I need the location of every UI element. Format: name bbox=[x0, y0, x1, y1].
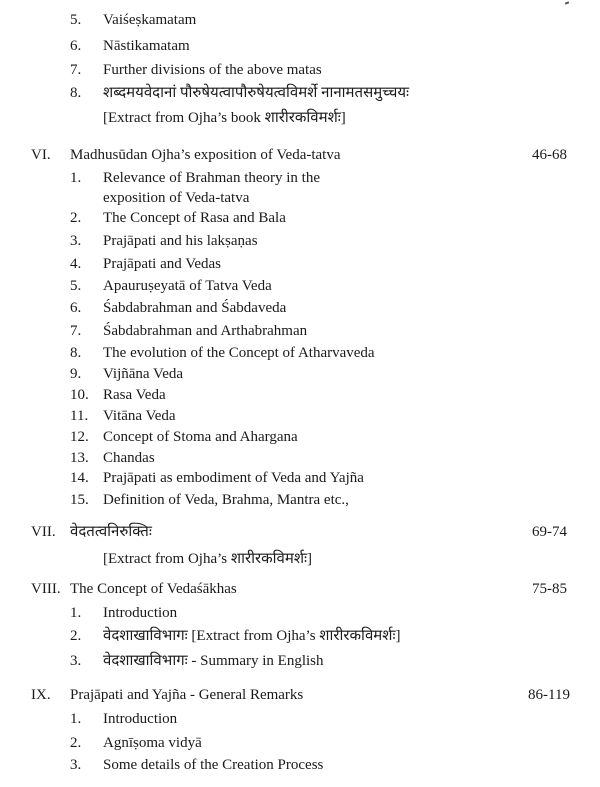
section-page-range: 69-74 bbox=[532, 524, 567, 540]
item-title: Śabdabrahman and Arthabrahman bbox=[103, 323, 308, 339]
section-numeral: VI. bbox=[31, 147, 51, 163]
continuation-text: exposition of Veda-tatva bbox=[103, 190, 250, 206]
item-number: 14. bbox=[70, 470, 89, 486]
item-title: Nāstikamatam bbox=[103, 38, 190, 54]
item-title: Prajāpati as embodiment of Veda and Yajña bbox=[103, 470, 364, 486]
item-title: Apauruṣeyatā of Tatva Veda bbox=[103, 278, 272, 294]
item-title: Relevance of Brahman theory in the bbox=[103, 170, 321, 186]
item-number: 1. bbox=[70, 170, 82, 186]
item-number: 2. bbox=[70, 735, 82, 751]
item-number: 4. bbox=[70, 256, 82, 272]
item-number: 3. bbox=[70, 233, 82, 249]
item-number: 8. bbox=[70, 85, 82, 101]
item-number: 3. bbox=[70, 757, 82, 773]
item-number: 5. bbox=[70, 12, 82, 28]
item-number: 10. bbox=[70, 387, 89, 403]
item-number: 6. bbox=[70, 38, 82, 54]
item-title: Definition of Veda, Brahma, Mantra etc., bbox=[103, 492, 349, 508]
section-page-range: 86-119 bbox=[528, 687, 570, 703]
continuation-text: [Extract from Ojha’s शारीरकविमर्शः] bbox=[103, 551, 313, 567]
item-title: Vaiśeṣkamatam bbox=[103, 12, 197, 28]
item-title: Introduction bbox=[103, 711, 178, 727]
item-number: 1. bbox=[70, 711, 82, 727]
item-number: 1. bbox=[70, 605, 82, 621]
section-title: Madhusūdan Ojha’s exposition of Veda-tatva bbox=[70, 147, 341, 163]
item-number: 12. bbox=[70, 429, 89, 445]
item-title: Vitāna Veda bbox=[103, 408, 176, 424]
item-number: 8. bbox=[70, 345, 82, 361]
scan-mark bbox=[565, 1, 569, 4]
item-title: Chandas bbox=[103, 450, 155, 466]
item-title: Some details of the Creation Process bbox=[103, 757, 324, 773]
section-page-range: 75-85 bbox=[532, 581, 567, 597]
continuation-text: [Extract from Ojha’s book शारीरकविमर्शः] bbox=[103, 110, 346, 126]
section-title: The Concept of Vedaśākhas bbox=[70, 581, 237, 597]
item-title: Prajāpati and Vedas bbox=[103, 256, 222, 272]
item-number: 2. bbox=[70, 210, 82, 226]
item-number: 15. bbox=[70, 492, 89, 508]
item-title: Rasa Veda bbox=[103, 387, 166, 403]
item-title: वेदशाखाविभागः - Summary in English bbox=[103, 653, 324, 669]
item-title: शब्दमयवेदानां पौरुषेयत्वापौरुषेयत्वविमर्शे नानामतसमुच्चयः bbox=[103, 85, 410, 101]
item-title: The Concept of Rasa and Bala bbox=[103, 210, 286, 226]
item-number: 7. bbox=[70, 323, 82, 339]
item-title: वेदशाखाविभागः [Extract from Ojha’s शारीरकविमर्शः] bbox=[103, 628, 401, 644]
section-numeral: IX. bbox=[31, 687, 51, 703]
item-title: Concept of Stoma and Ahargana bbox=[103, 429, 298, 445]
item-number: 7. bbox=[70, 62, 82, 78]
item-title: Agnīṣoma vidyā bbox=[103, 735, 202, 751]
section-numeral: VIII. bbox=[31, 581, 61, 597]
item-number: 2. bbox=[70, 628, 82, 644]
item-number: 5. bbox=[70, 278, 82, 294]
item-number: 13. bbox=[70, 450, 89, 466]
item-title: Vijñāna Veda bbox=[103, 366, 184, 382]
section-numeral: VII. bbox=[31, 524, 56, 540]
section-page-range: 46-68 bbox=[532, 147, 567, 163]
item-number: 11. bbox=[70, 408, 89, 424]
item-title: Śabdabrahman and Śabdaveda bbox=[103, 300, 287, 316]
item-number: 3. bbox=[70, 653, 82, 669]
item-title: Introduction bbox=[103, 605, 178, 621]
item-title: Further divisions of the above matas bbox=[103, 62, 322, 78]
section-title: Prajāpati and Yajña - General Remarks bbox=[70, 687, 304, 703]
item-number: 9. bbox=[70, 366, 82, 382]
section-title: वेदतत्वनिरुक्तिः bbox=[70, 524, 152, 540]
item-title: Prajāpati and his lakṣaṇas bbox=[103, 233, 258, 249]
item-title: The evolution of the Concept of Atharvaveda bbox=[103, 345, 375, 361]
item-number: 6. bbox=[70, 300, 82, 316]
